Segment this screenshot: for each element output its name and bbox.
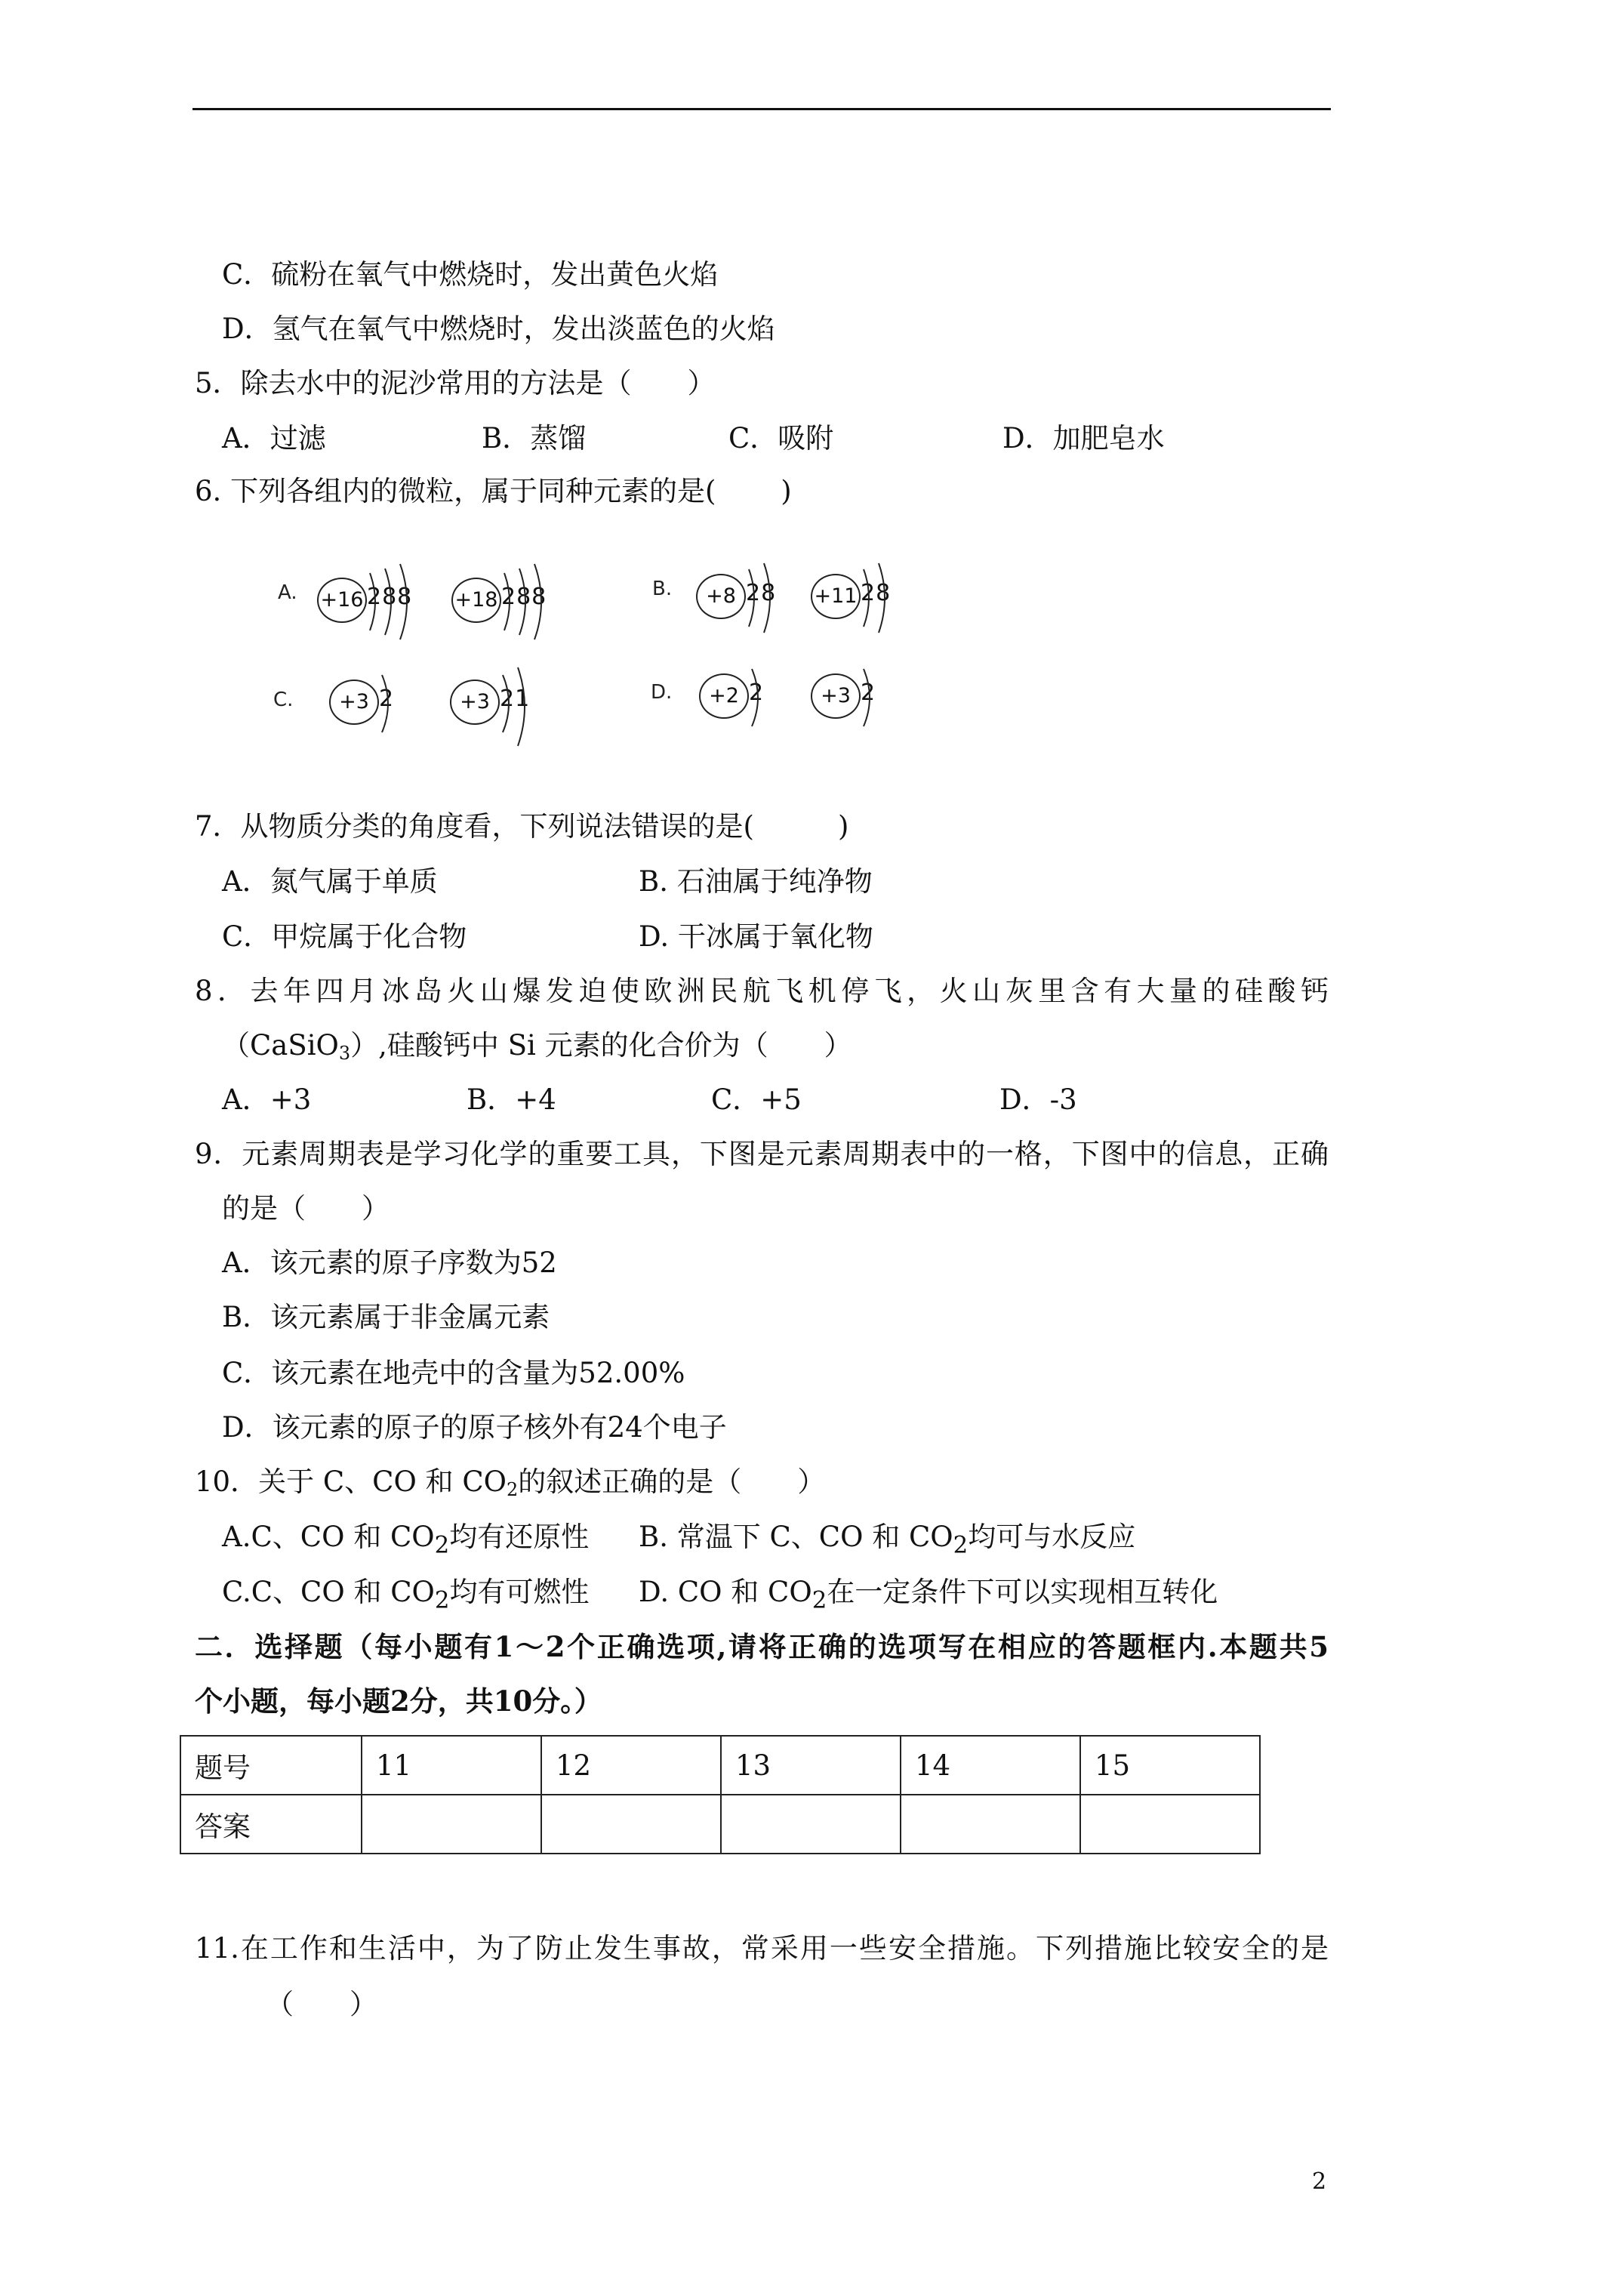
q10-option-b-sub: 2 — [953, 1531, 969, 1559]
q10-option-d — [639, 1575, 1218, 1617]
q6-group-c-label: C. — [273, 689, 294, 711]
q6-group-a-label: A. — [278, 581, 297, 604]
table-header-label: 题号 — [180, 1736, 362, 1795]
q5-option-c: C．吸附 — [728, 422, 834, 455]
nucleus: +3 — [450, 680, 500, 725]
table-header-cell: 12 — [541, 1736, 721, 1795]
q10-option-d-sub: 2 — [812, 1586, 827, 1614]
answer-table — [180, 1735, 1261, 1854]
q9-stem-line2: 的是（ ） — [222, 1192, 390, 1225]
nucleus: +8 — [696, 574, 746, 619]
nucleus: +2 — [699, 673, 749, 719]
table-header-cell: 15 — [1080, 1736, 1260, 1795]
answer-cell[interactable] — [1080, 1795, 1260, 1854]
q8-line2-sub: 3 — [338, 1043, 351, 1064]
q8-option-d: D．-3 — [999, 1083, 1077, 1116]
q10-option-b-text: B. 常温下 C、CO 和 CO — [639, 1521, 953, 1553]
q6-stem: 6. 下列各组内的微粒，属于同种元素的是( ) — [195, 475, 792, 507]
q10-option-c-tail: 均有可燃性 — [449, 1576, 590, 1608]
table-header-cell: 13 — [721, 1736, 901, 1795]
q8-stem-line1: 8．去年四月冰岛火山爆发迫使欧洲民航飞机停飞，火山灰里含有大量的硅酸钙 — [195, 975, 1329, 1007]
table-header-cell: 14 — [901, 1736, 1080, 1795]
q5-option-b: B．蒸馏 — [482, 422, 587, 455]
shell-arcs-icon — [365, 559, 418, 643]
q9-option-a: A．该元素的原子序数为52 — [222, 1247, 557, 1279]
electron-shells: 2 — [861, 680, 876, 706]
q10-option-d-text: D. CO 和 CO — [639, 1576, 812, 1608]
q9-option-c: C．该元素在地壳中的含量为52.00% — [222, 1357, 685, 1389]
q10-option-a — [222, 1520, 589, 1562]
q10-option-d-tail: 在一定条件下可以实现相互转化 — [827, 1576, 1218, 1608]
electron-shells: 288 — [367, 584, 413, 610]
table-row — [180, 1795, 1260, 1854]
page-number: 2 — [1312, 2168, 1327, 2195]
electron-shells: 2 — [379, 686, 395, 712]
electron-shells: 28 — [746, 580, 777, 606]
q10-option-a-sub: 2 — [434, 1531, 450, 1559]
nucleus: +18 — [451, 578, 501, 623]
q10-stem-sub: 2 — [506, 1479, 519, 1500]
q4-option-d: D．氢气在氧气中燃烧时，发出淡蓝色的火焰 — [222, 313, 775, 345]
answer-cell[interactable] — [541, 1795, 721, 1854]
q5-stem: 5．除去水中的泥沙常用的方法是（ ） — [195, 367, 716, 399]
q10-option-c-text: C.C、CO 和 CO — [222, 1576, 435, 1608]
shell-arcs-icon — [859, 556, 897, 639]
nucleus: +3 — [811, 673, 861, 719]
answer-cell[interactable] — [901, 1795, 1080, 1854]
q10-option-a-tail: 均有还原性 — [449, 1521, 590, 1553]
shell-arcs-icon — [498, 661, 536, 752]
q6-group-d-label: D. — [651, 681, 673, 704]
nucleus: +16 — [317, 578, 367, 623]
shell-arcs-icon — [500, 559, 553, 643]
q7-option-a: A．氮气属于单质 — [222, 865, 438, 898]
q6-group-b-label: B. — [652, 578, 673, 600]
table-header-cell: 11 — [362, 1736, 541, 1795]
q9-option-d: D．该元素的原子的原子核外有24个电子 — [222, 1411, 727, 1444]
electron-shells: 28 — [861, 580, 892, 606]
electron-shells: 21 — [500, 686, 531, 712]
answer-cell[interactable] — [721, 1795, 901, 1854]
q10-option-c-sub: 2 — [434, 1586, 450, 1614]
table-row — [180, 1736, 1260, 1795]
q7-stem: 7．从物质分类的角度看，下列说法错误的是( ) — [195, 810, 849, 843]
shell-arcs-icon — [859, 655, 889, 738]
q7-option-b: B. 石油属于纯净物 — [639, 865, 873, 898]
q8-line2-a: （CaSiO — [222, 1029, 339, 1062]
answer-cell[interactable] — [362, 1795, 541, 1854]
q5-option-d: D．加肥皂水 — [1002, 422, 1165, 455]
table-answer-label: 答案 — [180, 1795, 362, 1854]
q10-option-b-tail: 均可与水反应 — [968, 1521, 1136, 1553]
q8-stem-line2 — [222, 1028, 852, 1063]
q4-option-c: C．硫粉在氧气中燃烧时，发出黄色火焰 — [222, 258, 719, 291]
q11-stem-line2: （ ） — [266, 1988, 377, 2020]
section2-title-line2: 个小题，每小题2分，共10分。） — [195, 1684, 602, 1718]
q8-option-a: A．+3 — [222, 1083, 312, 1116]
shell-arcs-icon — [744, 556, 782, 639]
nucleus: +11 — [811, 574, 861, 619]
q9-option-b: B．该元素属于非金属元素 — [222, 1301, 550, 1333]
electron-shells: 2 — [749, 680, 765, 706]
q8-option-c: C．+5 — [711, 1083, 802, 1116]
shell-arcs-icon — [747, 655, 778, 738]
q7-option-c: C．甲烷属于化合物 — [222, 920, 467, 953]
q10-option-b — [639, 1520, 1135, 1562]
q5-option-a: A．过滤 — [222, 422, 326, 455]
q10-stem-a: 10．关于 C、CO 和 CO — [195, 1465, 507, 1498]
q8-line2-b: ）,硅酸钙中 Si 元素的化合价为（ ） — [350, 1029, 852, 1062]
q11-stem-line1: 11.在工作和生活中，为了防止发生事故，常采用一些安全措施。下列措施比较安全的是 — [195, 1932, 1329, 1965]
q9-stem-line1: 9．元素周期表是学习化学的重要工具，下图是元素周期表中的一格，下图中的信息，正确 — [195, 1138, 1329, 1170]
nucleus: +3 — [329, 680, 379, 725]
q10-stem-b: 的叙述正确的是（ ） — [518, 1465, 826, 1498]
q10-option-a-text: A.C、CO 和 CO — [222, 1521, 435, 1553]
q10-stem — [195, 1465, 825, 1499]
electron-shells: 288 — [501, 584, 547, 610]
section2-title-line1: 二．选择题（每小题有1～2个正确选项,请将正确的选项写在相应的答题框内.本题共5 — [195, 1630, 1329, 1663]
shell-arcs-icon — [377, 661, 408, 744]
q8-option-b: B．+4 — [467, 1083, 556, 1116]
q7-option-d: D. 干冰属于氧化物 — [639, 920, 873, 953]
header-rule — [192, 108, 1331, 110]
q10-option-c — [222, 1575, 590, 1617]
